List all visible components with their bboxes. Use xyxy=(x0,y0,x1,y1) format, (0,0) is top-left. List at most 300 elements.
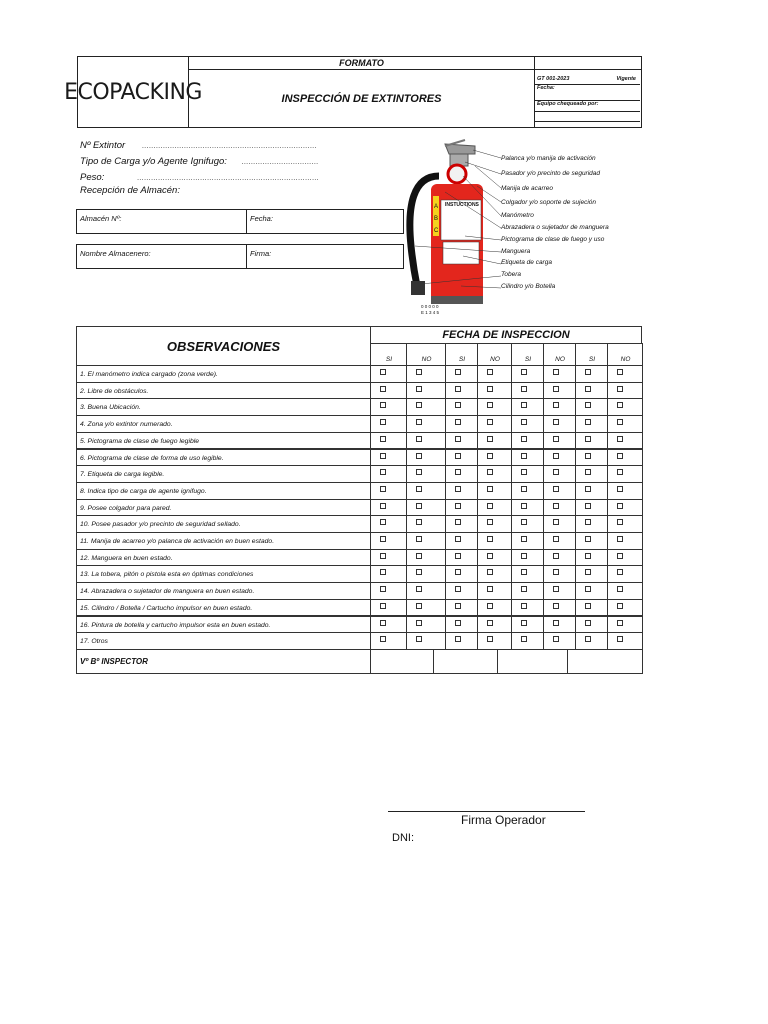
no-checkbox[interactable] xyxy=(416,453,422,459)
answer-cell xyxy=(543,465,576,483)
fire-extinguisher-diagram xyxy=(405,136,505,316)
answer-cell xyxy=(511,599,544,617)
no-checkbox[interactable] xyxy=(487,453,493,459)
answer-cell xyxy=(543,632,576,650)
answer-cell xyxy=(477,465,512,483)
no-checkbox[interactable] xyxy=(553,636,559,642)
gauge-shape xyxy=(448,165,466,183)
observation-text: 6. Pictograma de clase de forma de uso legible. xyxy=(80,454,224,462)
si-checkbox[interactable] xyxy=(455,469,461,475)
no-checkbox[interactable] xyxy=(553,436,559,442)
answer-cell xyxy=(370,599,407,617)
almacen-label: Almacén Nº: xyxy=(80,214,122,223)
no-checkbox[interactable] xyxy=(487,436,493,442)
no-checkbox[interactable] xyxy=(617,402,623,408)
si-checkbox[interactable] xyxy=(521,369,527,375)
answer-cell xyxy=(543,532,576,550)
no-checkbox[interactable] xyxy=(553,536,559,542)
si-checkbox[interactable] xyxy=(380,586,386,592)
si-checkbox[interactable] xyxy=(585,369,591,375)
answer-cell xyxy=(607,482,643,500)
answer-cell xyxy=(445,582,478,600)
answer-cell xyxy=(477,565,512,583)
si-checkbox[interactable] xyxy=(585,603,591,609)
no-checkbox[interactable] xyxy=(617,453,623,459)
no-checkbox[interactable] xyxy=(617,419,623,425)
answer-cell xyxy=(445,599,478,617)
si-checkbox[interactable] xyxy=(521,620,527,626)
answer-cell xyxy=(445,365,478,383)
answer-cell xyxy=(607,499,643,517)
answer-cell xyxy=(607,632,643,650)
no-checkbox[interactable] xyxy=(487,402,493,408)
no-checkbox[interactable] xyxy=(553,419,559,425)
answer-cell xyxy=(575,616,608,634)
answer-cell xyxy=(406,415,446,433)
si-checkbox[interactable] xyxy=(521,453,527,459)
answer-cell xyxy=(370,532,407,550)
no-checkbox[interactable] xyxy=(416,386,422,392)
observation-cell xyxy=(76,415,371,433)
no-checkbox[interactable] xyxy=(553,519,559,525)
answer-cell xyxy=(607,599,643,617)
no-checkbox[interactable] xyxy=(553,469,559,475)
no-checkbox[interactable] xyxy=(487,569,493,575)
si-header: SI xyxy=(458,356,466,363)
observation-text: 17. Otros xyxy=(80,638,108,646)
answer-cell xyxy=(370,582,407,600)
answer-cell xyxy=(511,415,544,433)
si-checkbox[interactable] xyxy=(521,603,527,609)
no-checkbox[interactable] xyxy=(416,636,422,642)
part-label-pasador: Pasador y/o precinto de seguridad xyxy=(501,170,601,177)
answer-cell xyxy=(445,415,478,433)
si-checkbox[interactable] xyxy=(585,569,591,575)
inspector-signature-cell[interactable] xyxy=(497,649,568,674)
observation-text: 11. Manija de acarreo y/o palanca de activación en buen estado. xyxy=(80,538,275,545)
si-checkbox[interactable] xyxy=(585,519,591,525)
si-checkbox[interactable] xyxy=(455,436,461,442)
si-checkbox[interactable] xyxy=(455,603,461,609)
si-no-header-cell xyxy=(477,343,512,366)
si-checkbox[interactable] xyxy=(585,536,591,542)
si-checkbox[interactable] xyxy=(380,453,386,459)
no-checkbox[interactable] xyxy=(553,453,559,459)
answer-cell xyxy=(406,599,446,617)
no-checkbox[interactable] xyxy=(617,569,623,575)
observation-text: 15. Cilindro / Botella / Cartucho impulsor en buen estado. xyxy=(80,604,253,612)
part-label-abrazadera: Abrazadera o sujetador de manguera xyxy=(501,224,609,231)
no-checkbox[interactable] xyxy=(487,603,493,609)
si-checkbox[interactable] xyxy=(585,436,591,442)
no-checkbox[interactable] xyxy=(617,553,623,559)
observation-text: 14. Abrazadera o sujetador de manguera en buen estado. xyxy=(80,588,255,596)
si-checkbox[interactable] xyxy=(380,620,386,626)
observation-text: 2. Libre de obstáculos. xyxy=(80,387,149,395)
no-checkbox[interactable] xyxy=(617,486,623,492)
fecha-inspeccion-cell xyxy=(370,326,642,344)
no-checkbox[interactable] xyxy=(617,369,623,375)
observation-text: 12. Manguera en buen estado. xyxy=(80,554,173,562)
inspector-signature-cell[interactable] xyxy=(567,649,643,674)
no-checkbox[interactable] xyxy=(487,636,493,642)
meta-code-row xyxy=(535,76,640,85)
document-title: INSPECCIÓN DE EXTINTORES xyxy=(281,92,442,105)
answer-cell xyxy=(607,432,643,450)
logo-cell xyxy=(64,57,202,127)
no-checkbox[interactable] xyxy=(617,636,623,642)
si-no-header-cell xyxy=(607,343,643,366)
answer-cell xyxy=(477,499,512,517)
answer-cell xyxy=(477,449,512,467)
inspector-signature-cell[interactable] xyxy=(433,649,498,674)
peso-line xyxy=(80,172,319,183)
si-checkbox[interactable] xyxy=(455,569,461,575)
si-checkbox[interactable] xyxy=(521,636,527,642)
no-checkbox[interactable] xyxy=(617,436,623,442)
si-checkbox[interactable] xyxy=(455,503,461,509)
si-checkbox[interactable] xyxy=(380,369,386,375)
answer-cell xyxy=(607,398,643,416)
answer-cell xyxy=(543,499,576,517)
si-checkbox[interactable] xyxy=(585,386,591,392)
recepcion-label: Recepción de Almacén: xyxy=(80,185,180,196)
si-checkbox[interactable] xyxy=(521,553,527,559)
answer-cell xyxy=(543,582,576,600)
no-checkbox[interactable] xyxy=(617,536,623,542)
no-checkbox[interactable] xyxy=(553,386,559,392)
tipo-label: Tipo de Carga y/o Agente Ignifugo: xyxy=(80,156,227,167)
si-checkbox[interactable] xyxy=(380,536,386,542)
answer-cell xyxy=(607,449,643,467)
part-label-pictograma: Pictograma de clase de fuego y uso xyxy=(501,236,605,243)
tipo-dots: …………………………… xyxy=(241,159,319,166)
base-shape xyxy=(431,296,483,304)
observaciones-title: OBSERVACIONES xyxy=(166,339,281,354)
almacenero-label: Nombre Almacenero: xyxy=(80,249,151,258)
si-checkbox[interactable] xyxy=(455,536,461,542)
answer-cell xyxy=(477,549,512,567)
observation-text: 4. Zona y/o extintor numerado. xyxy=(80,421,173,429)
no-checkbox[interactable] xyxy=(553,603,559,609)
part-label-manguera: Manguera xyxy=(501,248,531,255)
charge-label xyxy=(443,242,479,264)
inspector-label: Vº Bº INSPECTOR xyxy=(80,656,148,666)
si-checkbox[interactable] xyxy=(455,486,461,492)
no-checkbox[interactable] xyxy=(416,436,422,442)
no-checkbox[interactable] xyxy=(617,503,623,509)
si-checkbox[interactable] xyxy=(521,469,527,475)
answer-cell xyxy=(406,432,446,450)
no-checkbox[interactable] xyxy=(487,369,493,375)
si-checkbox[interactable] xyxy=(521,386,527,392)
answer-cell xyxy=(445,449,478,467)
answer-cell xyxy=(607,415,643,433)
si-checkbox[interactable] xyxy=(455,586,461,592)
si-checkbox[interactable] xyxy=(585,453,591,459)
answer-cell xyxy=(607,365,643,383)
no-checkbox[interactable] xyxy=(617,620,623,626)
no-checkbox[interactable] xyxy=(487,536,493,542)
formato-right-cell xyxy=(534,57,641,70)
answer-cell xyxy=(575,365,608,383)
answer-cell xyxy=(445,382,478,400)
si-checkbox[interactable] xyxy=(521,586,527,592)
almacenero-firma-box xyxy=(76,244,404,269)
answer-cell xyxy=(477,415,512,433)
observation-text: 13. La tobera, pitón o pistola esta en óptimas condiciones xyxy=(80,571,254,579)
answer-cell xyxy=(511,382,544,400)
answer-cell xyxy=(607,582,643,600)
answer-cell xyxy=(575,632,608,650)
firma-operador-label: Firma Operador xyxy=(461,813,546,827)
observation-cell xyxy=(76,599,371,617)
answer-cell xyxy=(607,565,643,583)
answer-cell xyxy=(445,632,478,650)
no-checkbox[interactable] xyxy=(553,586,559,592)
answer-cell xyxy=(477,365,512,383)
fecha-inspeccion-title: FECHA DE INSPECCION xyxy=(442,329,570,341)
no-checkbox[interactable] xyxy=(553,503,559,509)
answer-cell xyxy=(370,398,407,416)
si-checkbox[interactable] xyxy=(455,553,461,559)
inspector-signature-cell[interactable] xyxy=(370,649,434,674)
si-checkbox[interactable] xyxy=(585,586,591,592)
answer-cell xyxy=(477,616,512,634)
no-checkbox[interactable] xyxy=(416,586,422,592)
class-letter-c: C xyxy=(434,228,439,234)
no-checkbox[interactable] xyxy=(416,486,422,492)
answer-cell xyxy=(607,515,643,533)
vigente-label: Vigente xyxy=(616,76,636,82)
no-checkbox[interactable] xyxy=(487,519,493,525)
peso-dots: …………………………………………………………………… xyxy=(136,175,319,182)
si-checkbox[interactable] xyxy=(521,436,527,442)
no-checkbox[interactable] xyxy=(487,620,493,626)
si-checkbox[interactable] xyxy=(521,402,527,408)
si-header: SI xyxy=(588,356,596,363)
si-checkbox[interactable] xyxy=(380,402,386,408)
part-label-manija: Manija de acarreo xyxy=(501,185,554,192)
no-checkbox[interactable] xyxy=(553,620,559,626)
no-checkbox[interactable] xyxy=(416,469,422,475)
si-checkbox[interactable] xyxy=(455,402,461,408)
peso-label: Peso: xyxy=(80,172,105,183)
si-no-header-cell xyxy=(370,343,407,366)
no-checkbox[interactable] xyxy=(487,553,493,559)
no-checkbox[interactable] xyxy=(416,503,422,509)
answer-cell xyxy=(543,482,576,500)
no-checkbox[interactable] xyxy=(553,369,559,375)
si-checkbox[interactable] xyxy=(380,603,386,609)
no-checkbox[interactable] xyxy=(416,402,422,408)
inspector-cell xyxy=(76,649,371,674)
no-header: NO xyxy=(620,356,631,363)
answer-cell xyxy=(511,632,544,650)
answer-cell xyxy=(575,599,608,617)
answer-cell xyxy=(511,499,544,517)
si-checkbox[interactable] xyxy=(380,419,386,425)
answer-cell xyxy=(445,465,478,483)
answer-cell xyxy=(406,582,446,600)
no-checkbox[interactable] xyxy=(487,586,493,592)
part-label-palanca: Palanca y/o manija de activación xyxy=(501,155,596,162)
answer-cell xyxy=(511,365,544,383)
no-checkbox[interactable] xyxy=(553,569,559,575)
si-checkbox[interactable] xyxy=(521,569,527,575)
si-checkbox[interactable] xyxy=(585,620,591,626)
si-checkbox[interactable] xyxy=(521,503,527,509)
answer-cell xyxy=(575,465,608,483)
si-checkbox[interactable] xyxy=(380,469,386,475)
answer-cell xyxy=(406,398,446,416)
si-header: SI xyxy=(524,356,532,363)
answer-cell xyxy=(543,432,576,450)
answer-cell xyxy=(575,432,608,450)
answer-cell xyxy=(607,549,643,567)
si-checkbox[interactable] xyxy=(455,386,461,392)
answer-cell xyxy=(370,565,407,583)
si-checkbox[interactable] xyxy=(585,469,591,475)
no-checkbox[interactable] xyxy=(416,369,422,375)
si-checkbox[interactable] xyxy=(455,419,461,425)
no-checkbox[interactable] xyxy=(487,486,493,492)
observation-cell xyxy=(76,565,371,583)
observation-cell xyxy=(76,482,371,500)
si-checkbox[interactable] xyxy=(380,486,386,492)
no-checkbox[interactable] xyxy=(553,402,559,408)
form-header xyxy=(64,56,642,128)
observation-cell xyxy=(76,582,371,600)
answer-cell xyxy=(406,465,446,483)
answer-cell xyxy=(543,365,576,383)
answer-cell xyxy=(575,449,608,467)
almacen-fecha-box xyxy=(76,209,404,234)
answer-cell xyxy=(511,465,544,483)
no-checkbox[interactable] xyxy=(487,386,493,392)
observation-cell xyxy=(76,532,371,550)
observation-text: 10. Posee pasador y/o precinto de seguridad sellado. xyxy=(80,521,241,529)
si-checkbox[interactable] xyxy=(521,419,527,425)
no-checkbox[interactable] xyxy=(617,386,623,392)
no-header: NO xyxy=(421,356,432,363)
si-checkbox[interactable] xyxy=(455,369,461,375)
no-checkbox[interactable] xyxy=(487,469,493,475)
observation-cell xyxy=(76,549,371,567)
observation-cell xyxy=(76,398,371,416)
answer-cell xyxy=(575,565,608,583)
si-checkbox[interactable] xyxy=(380,519,386,525)
si-checkbox[interactable] xyxy=(380,386,386,392)
observation-cell xyxy=(76,365,371,383)
answer-cell xyxy=(543,515,576,533)
no-checkbox[interactable] xyxy=(617,519,623,525)
si-checkbox[interactable] xyxy=(380,636,386,642)
si-checkbox[interactable] xyxy=(585,636,591,642)
si-checkbox[interactable] xyxy=(455,620,461,626)
answer-cell xyxy=(370,549,407,567)
answer-cell xyxy=(575,532,608,550)
si-checkbox[interactable] xyxy=(521,486,527,492)
bottom-numbers-2: E 1 3 4 5 xyxy=(421,310,440,315)
answer-cell xyxy=(477,599,512,617)
part-label-etiqueta: Etiqueta de carga xyxy=(501,259,552,266)
si-checkbox[interactable] xyxy=(585,486,591,492)
document-meta xyxy=(534,70,641,127)
si-no-header-cell xyxy=(575,343,608,366)
answer-cell xyxy=(445,515,478,533)
si-checkbox[interactable] xyxy=(585,419,591,425)
answer-cell xyxy=(445,499,478,517)
observation-text: 9. Posee colgador para pared. xyxy=(80,504,172,512)
no-checkbox[interactable] xyxy=(416,519,422,525)
answer-cell xyxy=(406,499,446,517)
si-no-header-cell xyxy=(511,343,544,366)
answer-cell xyxy=(370,415,407,433)
si-checkbox[interactable] xyxy=(585,553,591,559)
no-checkbox[interactable] xyxy=(487,419,493,425)
no-checkbox[interactable] xyxy=(416,569,422,575)
answer-cell xyxy=(543,382,576,400)
answer-cell xyxy=(575,482,608,500)
answer-cell xyxy=(370,616,407,634)
no-checkbox[interactable] xyxy=(416,553,422,559)
si-checkbox[interactable] xyxy=(380,436,386,442)
answer-cell xyxy=(370,632,407,650)
answer-cell xyxy=(406,532,446,550)
answer-cell xyxy=(445,482,478,500)
answer-cell xyxy=(511,616,544,634)
company-logo: ECOPACKING xyxy=(64,79,202,105)
si-checkbox[interactable] xyxy=(521,536,527,542)
si-checkbox[interactable] xyxy=(380,553,386,559)
answer-cell xyxy=(370,482,407,500)
answer-cell xyxy=(406,482,446,500)
no-checkbox[interactable] xyxy=(617,603,623,609)
no-checkbox[interactable] xyxy=(416,603,422,609)
si-checkbox[interactable] xyxy=(585,503,591,509)
no-checkbox[interactable] xyxy=(416,536,422,542)
extintor-line xyxy=(80,140,317,151)
no-checkbox[interactable] xyxy=(617,586,623,592)
si-checkbox[interactable] xyxy=(585,402,591,408)
meta-fecha-row xyxy=(535,85,640,101)
no-checkbox[interactable] xyxy=(553,486,559,492)
meta-blank-row xyxy=(535,112,640,122)
si-checkbox[interactable] xyxy=(380,503,386,509)
answer-cell xyxy=(370,432,407,450)
si-checkbox[interactable] xyxy=(521,519,527,525)
answer-cell xyxy=(543,565,576,583)
si-checkbox[interactable] xyxy=(455,453,461,459)
no-checkbox[interactable] xyxy=(416,620,422,626)
answer-cell xyxy=(575,515,608,533)
no-checkbox[interactable] xyxy=(487,503,493,509)
si-checkbox[interactable] xyxy=(455,519,461,525)
no-checkbox[interactable] xyxy=(617,469,623,475)
no-checkbox[interactable] xyxy=(553,553,559,559)
no-header: NO xyxy=(555,356,565,363)
observation-text: 3. Buena Ubicación. xyxy=(80,404,141,412)
observation-cell xyxy=(76,632,371,650)
observation-text: 5. Pictograma de clase de fuego legible xyxy=(80,437,200,445)
part-label-tobera: Tobera xyxy=(501,271,521,278)
si-checkbox[interactable] xyxy=(455,636,461,642)
answer-cell xyxy=(575,549,608,567)
si-checkbox[interactable] xyxy=(380,569,386,575)
answer-cell xyxy=(445,616,478,634)
no-checkbox[interactable] xyxy=(416,419,422,425)
